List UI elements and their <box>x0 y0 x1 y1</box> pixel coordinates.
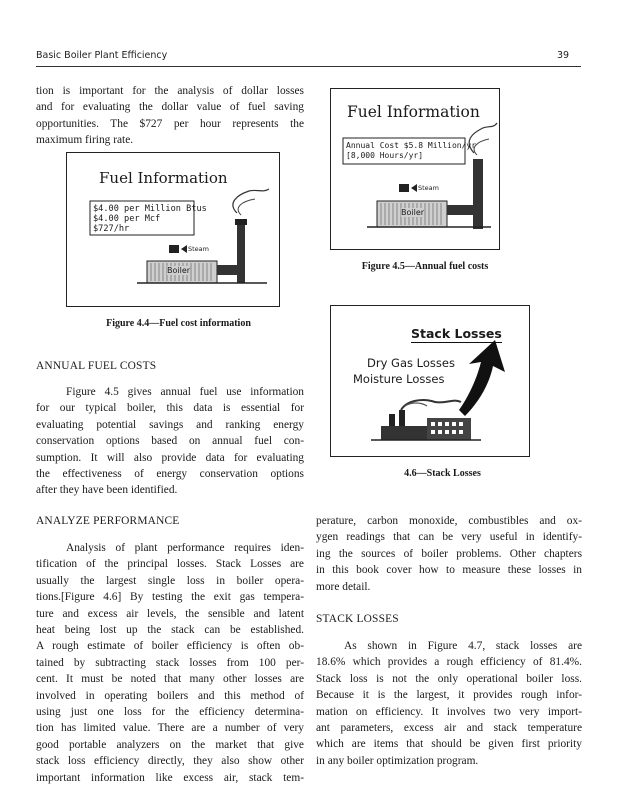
text-line: tification of the principal losses. Stack Losses are <box>36 558 304 571</box>
text-line: As shown in Figure 4.7, stack losses are <box>344 640 582 652</box>
text-line: sumption. It will also provide data for evaluating <box>36 451 304 464</box>
info-line: [8,000 Hours/yr] <box>346 151 424 160</box>
text-line: and for evaluating the dollar value of fuel saving <box>36 101 304 114</box>
text-line: using just one loss for the efficiency determina- <box>36 706 304 719</box>
figure-4-6-caption: 4.6—Stack Losses <box>404 468 481 479</box>
text-line: important information like excess air, stack tem- <box>36 771 304 784</box>
moisture-label: Moisture Losses <box>353 372 445 386</box>
text-line: tion is important for the analysis of dollar losses <box>36 85 304 97</box>
figure-4-5 <box>330 88 500 250</box>
info-box <box>346 141 476 161</box>
running-title: Basic Boiler Plant Efficiency <box>36 50 168 61</box>
text-line: mation on efficiency. It involves two very import- <box>316 705 582 718</box>
text-line: perature, carbon monoxide, combustibles and ox- <box>316 515 582 527</box>
text-line: good portable analyzers on the market that give <box>36 738 304 751</box>
text-line: ing the sources of boiler problems. Other chapters <box>316 547 582 560</box>
text-line: heat being lost up the stack can be established. <box>36 624 304 637</box>
steam-label: Steam <box>188 245 209 253</box>
figure-title: Fuel Information <box>347 103 480 121</box>
text-line: opportunities. The $727 per hour represents the <box>36 117 304 130</box>
text-line: tion has limited value. There are a number of very <box>36 722 304 735</box>
figure-4-5-caption: Figure 4.5—Annual fuel costs <box>361 261 489 272</box>
text-line: cent. It must be noted that many other losses are <box>36 673 304 686</box>
text-line: conservation options based on annual fuel con- <box>36 435 304 448</box>
boiler-label: Boiler <box>167 266 191 275</box>
text-line: evaluating potential savings and ranking energy <box>36 418 304 431</box>
figure-4-4 <box>66 152 280 307</box>
figure-4-4-caption: Figure 4.4—Fuel cost information <box>106 318 251 329</box>
text-line: stack loss efficiency directly, they also show other <box>36 755 304 768</box>
text-line: maximum firing rate. <box>36 134 134 147</box>
section-heading-stack: STACK LOSSES <box>316 613 399 625</box>
text-line: ant parameters, excess air and stack temperature <box>316 722 582 735</box>
annual-paragraph <box>36 384 304 499</box>
text-line: for our typical boiler, this data is essential for <box>36 402 304 415</box>
boiler-label: Boiler <box>401 208 425 217</box>
text-line: ture and excess air levels, the sensible and latent <box>36 607 304 620</box>
text-line: Because it is the largest, it provides rough infor- <box>316 689 582 702</box>
info-line: $727/hr <box>93 224 130 234</box>
text-line: more detail. <box>316 580 371 593</box>
info-line: Annual Cost $5.8 Million/yr <box>346 141 477 150</box>
text-line: 18.6% which provides a rough efficiency of 81.4%. <box>316 656 582 669</box>
text-line: after they have been identified. <box>36 484 178 497</box>
text-line: the effectiveness of energy conservation options <box>36 468 304 481</box>
text-line: ygen readings that can be very useful in identify- <box>316 531 582 544</box>
section-heading-annual: ANNUAL FUEL COSTS <box>36 360 157 372</box>
intro-paragraph <box>36 83 304 149</box>
text-line: in this book cover how to measure these losses in <box>316 564 582 577</box>
text-line: Stack loss is not the only operational boiler loss. <box>316 672 582 685</box>
section-heading-analyze: ANALYZE PERFORMANCE <box>36 515 180 527</box>
text-line: usually the largest single loss in boiler opera- <box>36 574 304 587</box>
analyze-paragraph <box>36 540 304 786</box>
header-rule <box>36 66 581 67</box>
stack-paragraph <box>316 638 582 769</box>
info-line: $4.00 per Mcf <box>93 214 161 224</box>
continued-paragraph <box>316 513 582 595</box>
info-box <box>93 204 207 234</box>
text-line: Analysis of plant performance requires iden- <box>66 542 304 554</box>
figure-title: Stack Losses <box>411 326 502 341</box>
text-line: tions.[Figure 4.6] By testing the exit gas tempera- <box>36 591 304 604</box>
figure-title: Fuel Information <box>99 169 228 187</box>
figure-4-6 <box>330 305 530 457</box>
text-line: involved in operating boilers and this method of <box>36 689 304 702</box>
text-line: A rough estimate of boiler efficiency is often ob- <box>36 640 304 653</box>
text-line: tained by subtracting stack losses from 100 per- <box>36 656 304 669</box>
page-number: 39 <box>557 50 570 61</box>
text-line: in any boiler optimization program. <box>316 754 479 767</box>
dry-gas-label: Dry Gas Losses <box>367 356 455 370</box>
steam-label: Steam <box>418 184 439 192</box>
info-line: $4.00 per Million Btus <box>93 204 207 214</box>
text-line: which are items that should be given first priority <box>316 738 582 751</box>
text-line: Figure 4.5 gives annual fuel use information <box>66 386 304 398</box>
